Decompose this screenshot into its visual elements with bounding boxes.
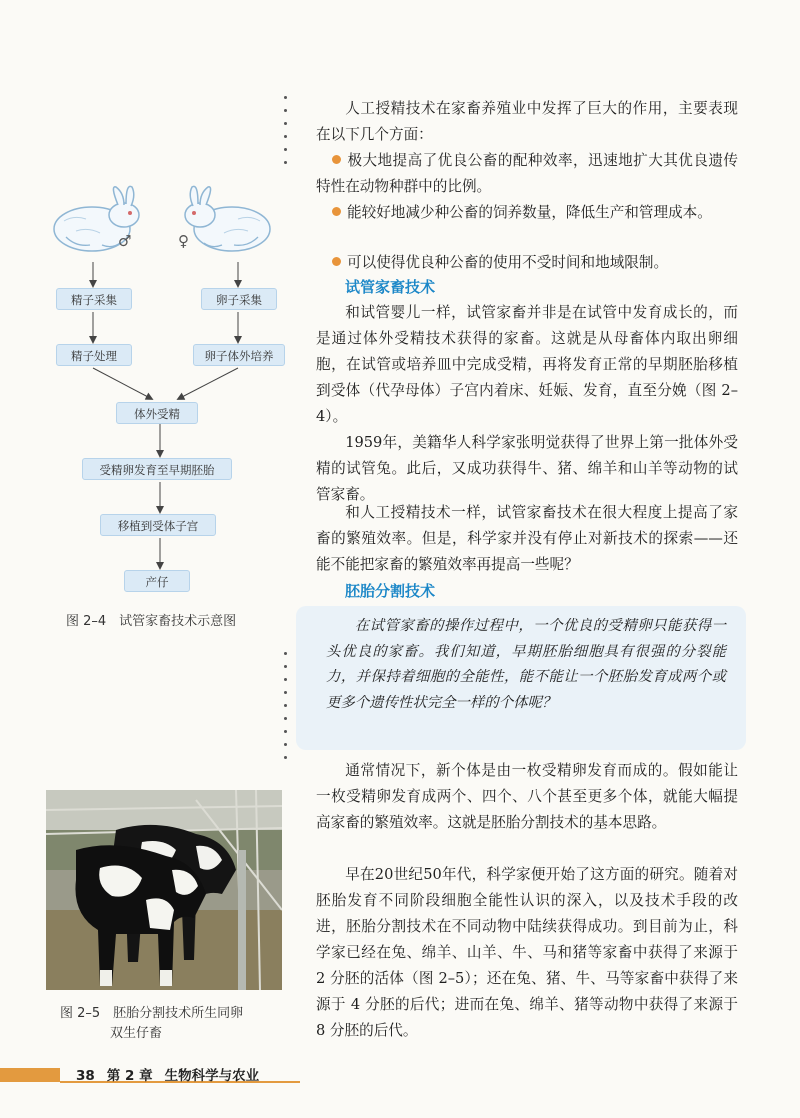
- section-heading-ivf-livestock: 试管家畜技术: [345, 278, 436, 296]
- step-fertilize: 体外受精: [116, 402, 198, 424]
- bullet-dot-icon: [332, 257, 341, 266]
- bullet-text-1: 极大地提高了优良公畜的配种效率，迅速地扩大其优良遗传特性在动物种群中的比例。: [316, 152, 738, 195]
- paragraph-embryo-research: 早在20世纪50年代，科学家便开始了这方面的研究。随着对胚胎发育不同阶段细胞全能性认识的深入，以及技术手段的改进，胚胎分割技术在不同动物中陆续获得成功。到目前为止，科学家已经在兔、绵羊、山羊、牛、马和猪等家畜中获得了来源于 2 分胚的活体（图 2–5）；还在兔、猪、牛、马等家畜中获得了来源于 4 分胚的后代；进而在兔、绵羊、猪等动物中获得了来源于 8 分胚的后代。: [316, 866, 738, 1039]
- page-footer: [76, 1064, 271, 1084]
- step-birth: 产仔: [124, 570, 190, 592]
- step-sperm-collect: 精子采集: [56, 288, 132, 310]
- bullet-item-1: [316, 148, 738, 200]
- twin-calves-photo: [46, 790, 282, 990]
- figure-caption-2-5-line1: 图 2–5 胚胎分割技术所生同卵: [60, 1006, 244, 1021]
- step-develop: 受精卵发育至早期胚胎: [82, 458, 232, 480]
- bullet-text-3: 可以使得优良种公畜的使用不受时间和地域限制。: [347, 254, 669, 271]
- bullet-text-2: 能较好地减少种公畜的饲养数量，降低生产和管理成本。: [347, 204, 712, 221]
- chapter-title: 生物科学与农业: [164, 1068, 260, 1084]
- dotted-divider-bottom: [284, 652, 288, 769]
- step-egg-collect: 卵子采集: [201, 288, 277, 310]
- page-number: 38: [76, 1068, 95, 1084]
- intro-paragraph: 人工授精技术在家畜养殖业中发挥了巨大的作用，主要表现在以下几个方面：: [316, 100, 738, 143]
- paragraph-embryo-idea: 通常情况下，新个体是由一枚受精卵发育而成的。假如能让一枚受精卵发育成两个、四个、八个甚至更多个体，就能大幅提高家畜的繁殖效率。这就是胚胎分割技术的基本思路。: [316, 762, 738, 831]
- bullet-dot-icon: [332, 155, 341, 164]
- step-sperm-process: 精子处理: [56, 344, 132, 366]
- step-transfer: 移植到受体子宫: [100, 514, 216, 536]
- bullet-item-3: [316, 250, 738, 276]
- figure-caption-2-4: 图 2–4 试管家畜技术示意图: [66, 614, 237, 629]
- paragraph-efficiency: 和人工授精技术一样，试管家畜技术在很大程度上提高了家畜的繁殖效率。但是，科学家并没有停止对新技术的探索——还能不能把家畜的繁殖效率再提高一些呢？: [316, 504, 738, 573]
- paragraph-ivf-definition: 和试管婴儿一样，试管家畜并非是在试管中发育成长的，而是通过体外受精技术获得的家畜。这就是从母畜体内取出卵细胞，在试管或培养皿中完成受精，再将发育正常的早期胚胎移植到受体（代孕母体）子宫内着床、妊娠、发育，直至分娩（图 2–4）。: [316, 304, 738, 425]
- bullet-dot-icon: [332, 207, 341, 216]
- chapter-number: 第 2 章: [106, 1068, 153, 1084]
- section-heading-embryo-splitting: 胚胎分割技术: [345, 582, 436, 600]
- figure-caption-2-5-line2: 双生仔畜: [110, 1026, 163, 1041]
- male-symbol: ♂: [118, 232, 132, 250]
- thinking-box: [296, 606, 746, 750]
- paragraph-history: 1959年，美籍华人科学家张明觉获得了世界上第一批体外受精的试管兔。此后，又成功获得牛、猪、绵羊和山羊等动物的试管家畜。: [316, 434, 738, 503]
- female-symbol: ♀: [178, 232, 189, 250]
- step-egg-culture: 卵子体外培养: [193, 344, 285, 366]
- bullet-item-2: [316, 200, 738, 226]
- thinking-box-text: 在试管家畜的操作过程中，一个优良的受精卵只能获得一头优良的家畜。我们知道，早期胚胎细胞具有很强的分裂能力，并保持着细胞的全能性，能不能让一个胚胎发育成两个或更多个遗传性状完全一样的个体呢？: [326, 618, 726, 711]
- footer-accent-bar: [0, 1068, 60, 1082]
